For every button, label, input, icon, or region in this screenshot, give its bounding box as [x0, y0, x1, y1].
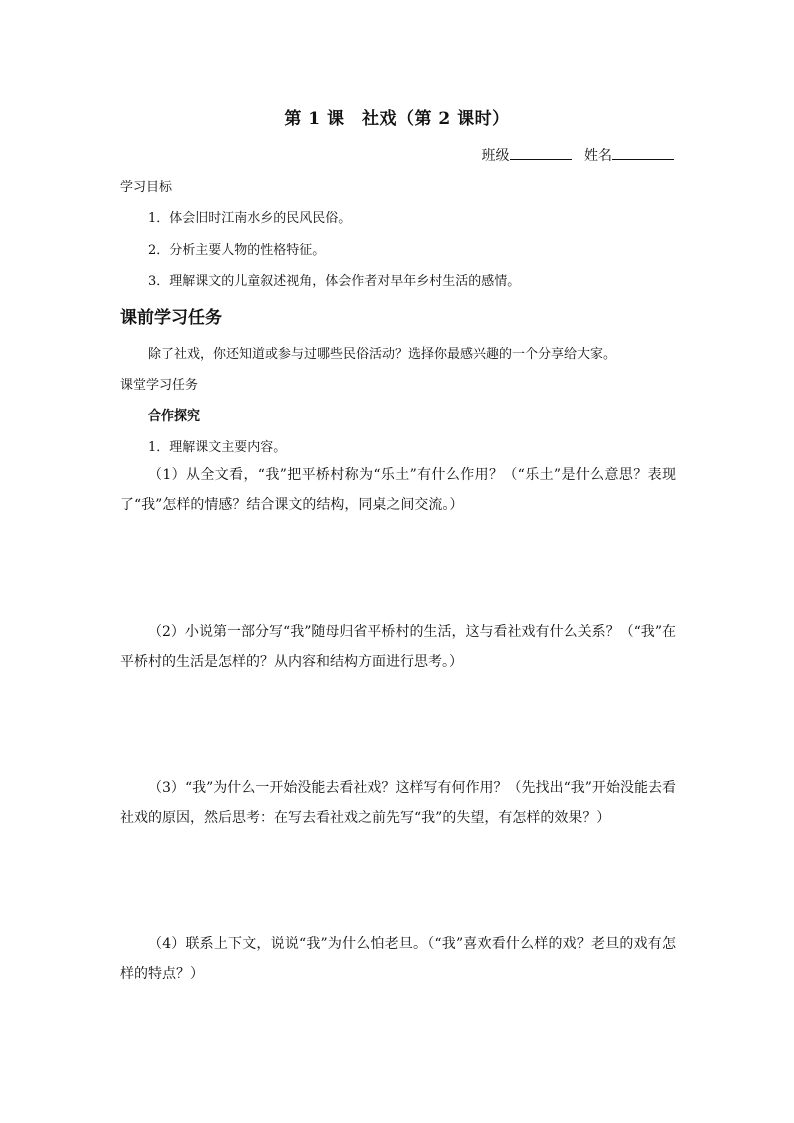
name-label: 姓名	[584, 148, 612, 164]
objective-item-2: 2．分析主要人物的性格特征。	[148, 243, 326, 258]
objective-item-3: 3．理解课文的儿童叙述视角，体会作者对早年乡村生活的感情。	[148, 274, 521, 289]
objectives-heading: 学习目标	[120, 180, 173, 195]
class-label: 班级	[481, 148, 510, 164]
pre-class-task: 除了社戏，你还知道或参与过哪些民俗活动？选择你最感兴趣的一个分享给大家。	[148, 347, 617, 362]
class-blank[interactable]	[510, 145, 572, 160]
question-2: （2）小说第一部分写“我”随母归省平桥村的生活，这与看社戏有什么关系？（“我”在平桥村的生活是怎样的？从内容和结构方面进行思考。）	[120, 624, 676, 670]
question-1: （1）从全文看，“我”把平桥村称为“乐土”有什么作用？（“乐土”是什么意思？表现了“我”怎样的情感？结合课文的结构，同桌之间交流。）	[120, 467, 676, 513]
student-info-fields	[482, 145, 674, 165]
cooperative-inquiry-heading: 合作探究	[148, 409, 201, 424]
task-1: 1．理解课文主要内容。	[148, 440, 287, 455]
question-4: （4）联系上下文，说说“我”为什么怕老旦。（“我”喜欢看什么样的戏？老旦的戏有怎样的特点？）	[120, 936, 676, 982]
objective-item-1: 1．体会旧时江南水乡的民风民俗。	[148, 211, 352, 226]
in-class-heading: 课堂学习任务	[120, 378, 199, 393]
question-3: （3）“我”为什么一开始没能去看社戏？这样写有何作用？（先找出“我”开始没能去看社戏的原因，然后思考：在写去看社戏之前先写“我”的失望，有怎样的效果？）	[120, 780, 676, 826]
lesson-title: 第 1 课 社戏（第 2 课时）	[284, 109, 510, 129]
name-blank[interactable]	[612, 145, 674, 160]
pre-class-heading: 课前学习任务	[120, 308, 222, 328]
